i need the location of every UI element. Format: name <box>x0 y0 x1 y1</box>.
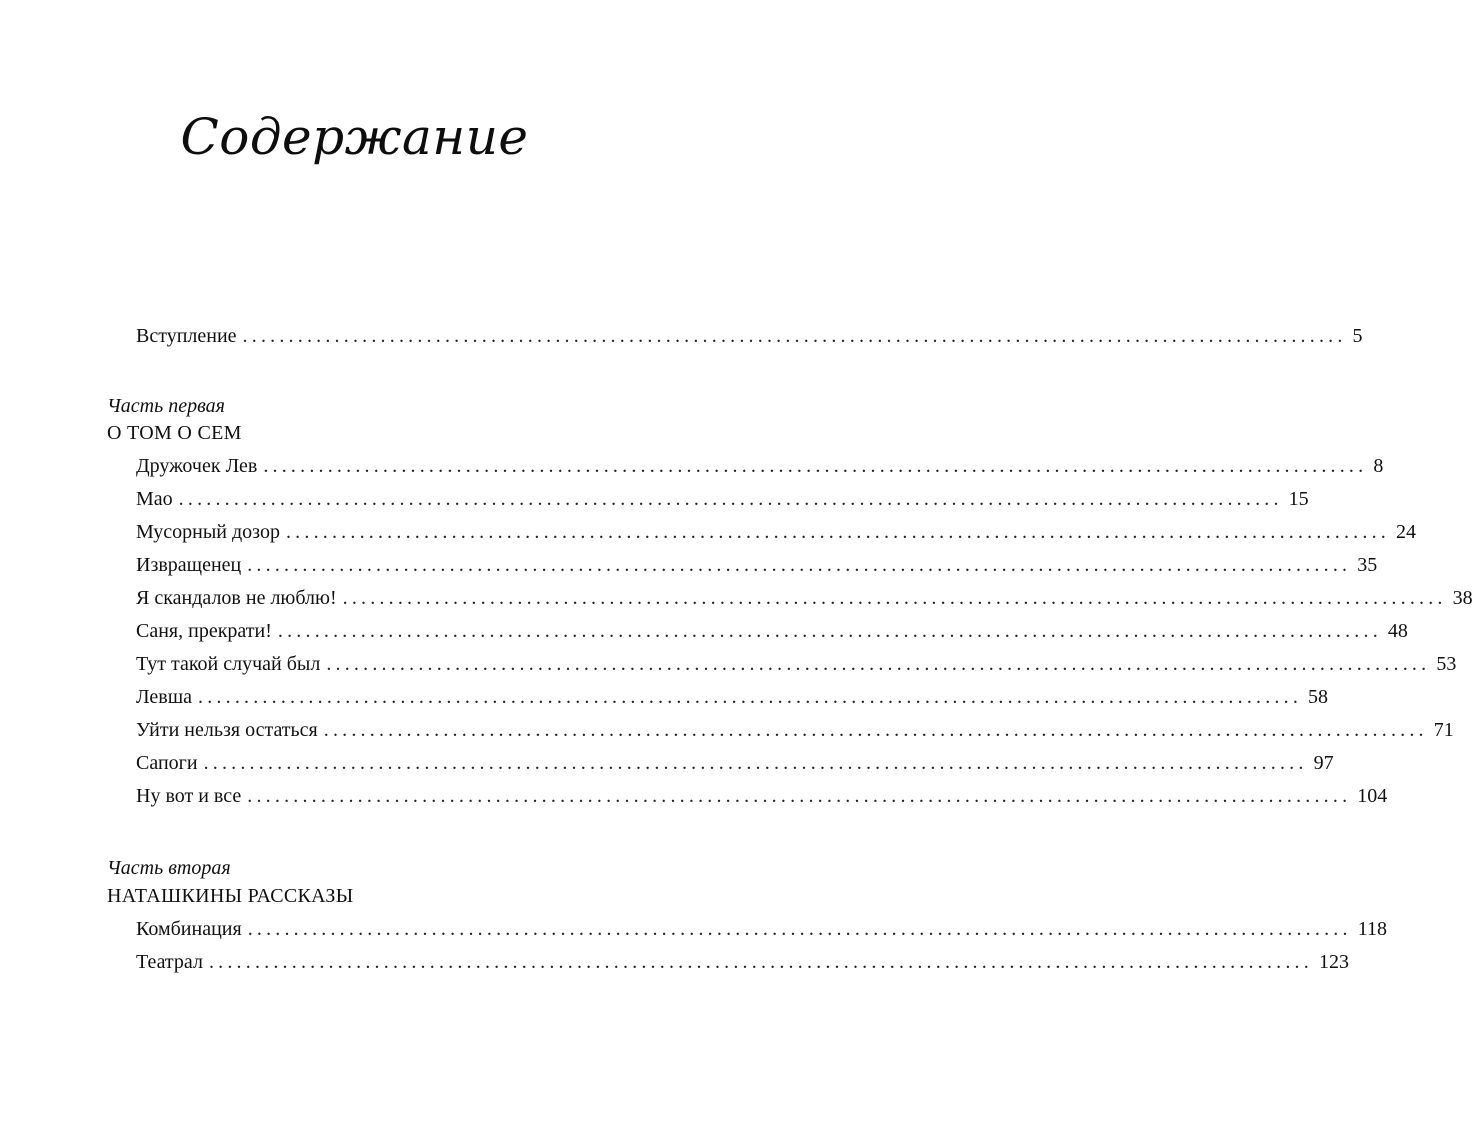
toc-entry[interactable] <box>136 453 1384 479</box>
toc-entry[interactable] <box>136 585 1473 611</box>
toc-entry-page: 123 <box>1318 951 1349 973</box>
toc-entry[interactable] <box>136 717 1454 743</box>
toc-entry-title: Ну вот и все <box>136 785 242 807</box>
toc-entry[interactable] <box>136 651 1457 677</box>
toc-entry-page: 15 <box>1288 488 1309 510</box>
toc-entry-page: 97 <box>1313 752 1334 774</box>
toc-entry[interactable] <box>136 684 1329 710</box>
toc-entry-title: Сапоги <box>136 752 198 774</box>
toc-entry-page: 8 <box>1373 455 1384 477</box>
dot-leader: ........................................................................................................................ <box>198 686 1303 708</box>
toc-entry-title: Извращенец <box>136 554 242 576</box>
toc-entry-page: 53 <box>1436 653 1457 675</box>
part-one-label: Часть первая <box>107 395 225 417</box>
dot-leader: ........................................................................................................................ <box>247 785 1352 807</box>
toc-entry[interactable] <box>136 552 1378 578</box>
toc-entry[interactable] <box>136 916 1387 942</box>
page-title: Содержание <box>180 108 529 166</box>
toc-entry-page: 104 <box>1357 785 1388 807</box>
part-one-title: О ТОМ О СЕМ <box>107 422 242 444</box>
toc-entry-title: Уйти нельзя остаться <box>136 719 318 741</box>
toc-entry[interactable] <box>136 618 1408 644</box>
toc-entry-page: 38 <box>1452 587 1473 609</box>
toc-entry-page: 35 <box>1357 554 1378 576</box>
toc-entry-title: Левша <box>136 686 193 708</box>
toc-entry-title: Вступление <box>136 325 237 347</box>
dot-leader: ........................................................................................................................ <box>242 325 1347 347</box>
toc-entry-title: Я скандалов не люблю! <box>136 587 337 609</box>
toc-entry[interactable] <box>136 750 1334 776</box>
dot-leader: ........................................................................................................................ <box>326 653 1431 675</box>
dot-leader: ........................................................................................................................ <box>208 951 1313 973</box>
dot-leader: ........................................................................................................................ <box>263 455 1368 477</box>
toc-entry-page: 24 <box>1395 521 1416 543</box>
toc-entry-page: 118 <box>1357 918 1387 940</box>
toc-entry[interactable] <box>136 519 1416 545</box>
dot-leader: ........................................................................................................................ <box>277 620 1382 642</box>
toc-entry[interactable] <box>136 949 1349 975</box>
toc-entry-intro[interactable] <box>136 323 1363 349</box>
part-two-title: НАТАШКИНЫ РАССКАЗЫ <box>107 885 354 907</box>
part-two-label: Часть вторая <box>107 857 231 879</box>
toc-entry-page: 71 <box>1433 719 1454 741</box>
dot-leader: ........................................................................................................................ <box>203 752 1308 774</box>
toc-entry-title: Тут такой случай был <box>136 653 321 675</box>
toc-entry[interactable] <box>136 783 1388 809</box>
toc-entry[interactable] <box>136 486 1309 512</box>
toc-entry-page: 5 <box>1352 325 1363 347</box>
toc-entry-page: 58 <box>1308 686 1329 708</box>
toc-entry-title: Театрал <box>136 951 203 973</box>
dot-leader: ........................................................................................................................ <box>342 587 1447 609</box>
toc-entry-title: Дружочек Лев <box>136 455 258 477</box>
toc-entry-title: Мусорный дозор <box>136 521 280 543</box>
dot-leader: ........................................................................................................................ <box>285 521 1390 543</box>
toc-entry-title: Саня, прекрати! <box>136 620 272 642</box>
toc-entry-title: Мао <box>136 488 173 510</box>
dot-leader: ........................................................................................................................ <box>178 488 1283 510</box>
toc-entry-page: 48 <box>1387 620 1408 642</box>
dot-leader: ........................................................................................................................ <box>247 918 1352 940</box>
dot-leader: ........................................................................................................................ <box>247 554 1352 576</box>
toc-entry-title: Комбинация <box>136 918 242 940</box>
dot-leader: ........................................................................................................................ <box>323 719 1428 741</box>
